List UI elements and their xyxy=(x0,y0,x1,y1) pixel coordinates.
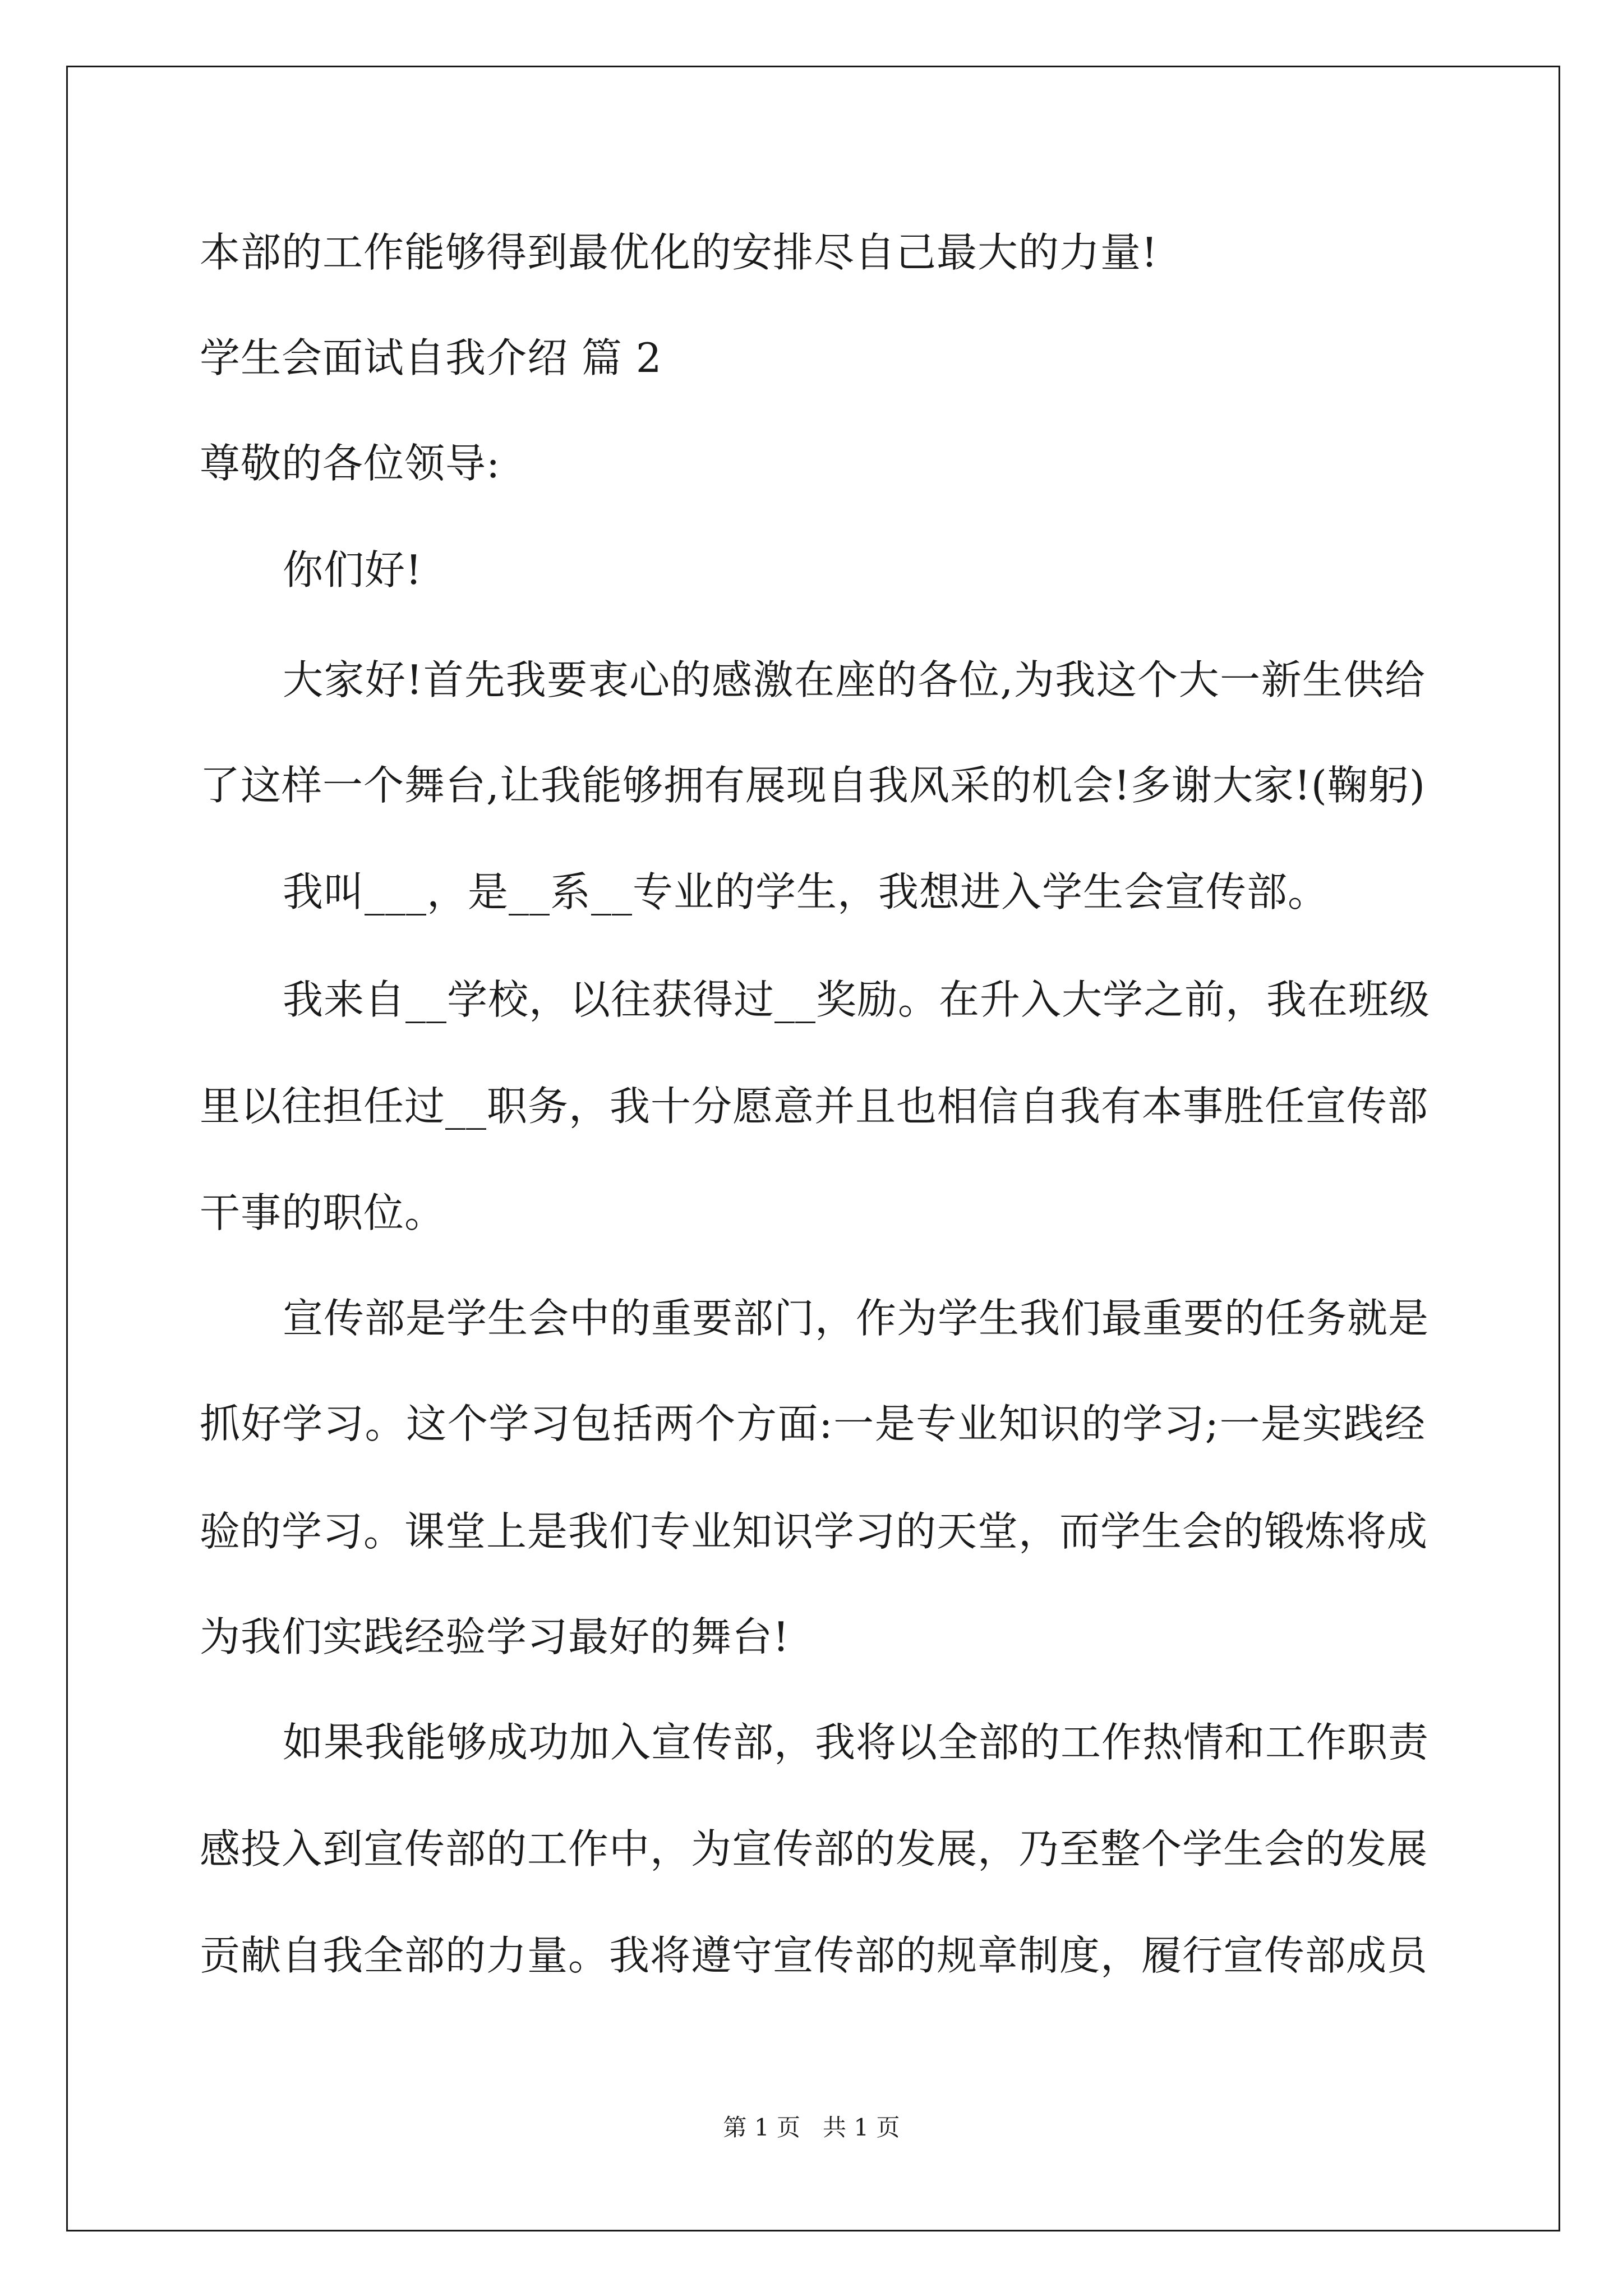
page-border xyxy=(66,66,1560,2231)
text-line: 本部的工作能够得到最优化的安排尽自己最大的力量! xyxy=(200,229,1158,276)
paragraph-line: 干事的职位。 xyxy=(200,1189,446,1236)
paragraph-line: 为我们实践经验学习最好的舞台! xyxy=(200,1613,790,1660)
paragraph-line: 了这样一个舞台,让我能够拥有展现自我风采的机会!多谢大家!(鞠躬) xyxy=(200,762,1426,809)
paragraph-line: 我叫___，是__系__专业的学生，我想进入学生会宣传部。 xyxy=(283,868,1329,915)
paragraph-line: 里以往担任过__职务，我十分愿意并且也相信自我有本事胜任宣传部 xyxy=(200,1083,1429,1130)
section-heading: 学生会面试自我介绍 篇 2 xyxy=(200,334,662,381)
paragraph-line: 感投入到宣传部的工作中，为宣传部的发展，乃至整个学生会的发展 xyxy=(200,1825,1428,1872)
paragraph-line: 验的学习。课堂上是我们专业知识学习的天堂，而学生会的锻炼将成 xyxy=(200,1508,1428,1555)
page-number-footer: 第 1 页 共 1 页 xyxy=(723,2114,900,2141)
paragraph-line: 宣传部是学生会中的重要部门，作为学生我们最重要的任务就是 xyxy=(283,1295,1430,1342)
paragraph-line: 抓好学习。这个学习包括两个方面:一是专业知识的学习;一是实践经 xyxy=(200,1400,1426,1447)
paragraph-line: 大家好!首先我要衷心的感激在座的各位,为我这个大一新生供给 xyxy=(283,656,1426,703)
paragraph-line: 贡献自我全部的力量。我将遵守宣传部的规章制度，履行宣传部成员 xyxy=(200,1932,1428,1979)
paragraph-line: 如果我能够成功加入宣传部，我将以全部的工作热情和工作职责 xyxy=(283,1719,1430,1766)
salutation: 尊敬的各位领导: xyxy=(200,440,501,487)
greeting: 你们好! xyxy=(283,546,422,593)
paragraph-line: 我来自__学校，以往获得过__奖励。在升入大学之前，我在班级 xyxy=(283,976,1431,1023)
